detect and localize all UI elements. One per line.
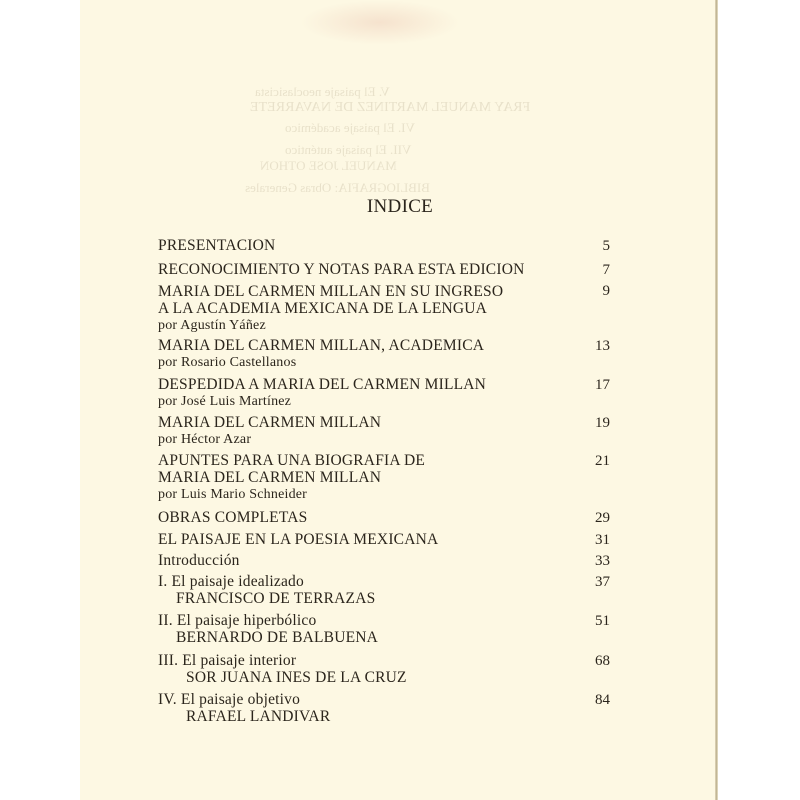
bleed-through-text: FRAY MANUEL MARTINEZ DE NAVARRETE	[250, 100, 531, 115]
entry-title: MARIA DEL CARMEN MILLAN	[158, 469, 382, 486]
entry-author: por Héctor Azar	[158, 432, 252, 447]
page-number: 29	[595, 510, 610, 526]
chapter-author: FRANCISCO DE TERRAZAS	[176, 590, 376, 607]
bleed-through-text: VI. El paisaje académico	[285, 120, 415, 135]
page-number: 9	[602, 283, 610, 299]
page-number: 68	[595, 653, 610, 669]
entry-author: por Luis Mario Schneider	[158, 487, 308, 502]
toc-entry	[158, 414, 381, 448]
entry-title: OBRAS COMPLETAS	[158, 509, 308, 526]
page-number: 37	[595, 574, 610, 590]
chapter-title: I. El paisaje idealizado	[158, 573, 304, 590]
chapter-author: BERNARDO DE BALBUENA	[176, 629, 379, 646]
toc-entry	[158, 552, 240, 569]
bleed-through-text: VII. El paisaje auténtico	[285, 142, 412, 157]
chapter-author: SOR JUANA INES DE LA CRUZ	[186, 669, 407, 686]
toc-entry	[158, 337, 484, 371]
toc-entry	[158, 376, 486, 410]
toc-entry	[158, 691, 330, 725]
chapter-title: IV. El paisaje objetivo	[158, 691, 301, 708]
page-stain	[300, 0, 460, 45]
entry-title: MARIA DEL CARMEN MILLAN EN SU INGRESO	[158, 283, 504, 300]
bleed-through-text: MANUEL JOSE OTHON	[260, 158, 397, 173]
chapter-title: II. El paisaje hiperbólico	[158, 612, 317, 629]
toc-entry	[158, 531, 438, 548]
chapter-author: RAFAEL LANDIVAR	[186, 708, 331, 725]
page-number: 21	[595, 453, 610, 469]
page-number: 33	[595, 553, 610, 569]
toc-entry	[158, 652, 407, 686]
page-number: 7	[602, 262, 610, 278]
entry-title: RECONOCIMIENTO Y NOTAS PARA ESTA EDICION	[158, 261, 525, 278]
entry-author: por Rosario Castellanos	[158, 355, 297, 370]
page-number: 51	[595, 613, 610, 629]
entry-title: APUNTES PARA UNA BIOGRAFIA DE	[158, 452, 426, 469]
entry-title: DESPEDIDA A MARIA DEL CARMEN MILLAN	[158, 376, 487, 393]
page-number: 31	[595, 532, 610, 548]
entry-author: por Agustín Yáñez	[158, 318, 266, 333]
chapter-title: III. El paisaje interior	[158, 652, 297, 669]
toc-entry	[158, 237, 275, 254]
toc-entry	[158, 573, 375, 607]
toc-entry	[158, 283, 503, 334]
page-number: 5	[602, 238, 610, 254]
page-number: 17	[595, 377, 610, 393]
entry-title: A LA ACADEMIA MEXICANA DE LA LENGUA	[158, 300, 488, 317]
page-number: 84	[595, 692, 610, 708]
toc-entry	[158, 452, 425, 503]
entry-title: Introducción	[158, 552, 240, 569]
page-number: 19	[595, 415, 610, 431]
entry-title: EL PAISAJE EN LA POESIA MEXICANA	[158, 531, 439, 548]
bleed-through-text: BIBLIOGRAFIA: Obras Generales	[245, 180, 430, 195]
toc-entry	[158, 509, 307, 526]
page-edge	[715, 0, 718, 800]
entry-author: por José Luis Martínez	[158, 394, 292, 409]
page-number: 13	[595, 338, 610, 354]
bleed-through-text: V. El paisaje neoclasicista	[255, 84, 390, 99]
index-title: INDICE	[366, 196, 434, 217]
entry-title: PRESENTACION	[158, 237, 276, 254]
toc-entry	[158, 261, 525, 278]
entry-title: MARIA DEL CARMEN MILLAN, ACADEMICA	[158, 337, 485, 354]
entry-title: MARIA DEL CARMEN MILLAN	[158, 414, 382, 431]
toc-entry	[158, 612, 378, 646]
